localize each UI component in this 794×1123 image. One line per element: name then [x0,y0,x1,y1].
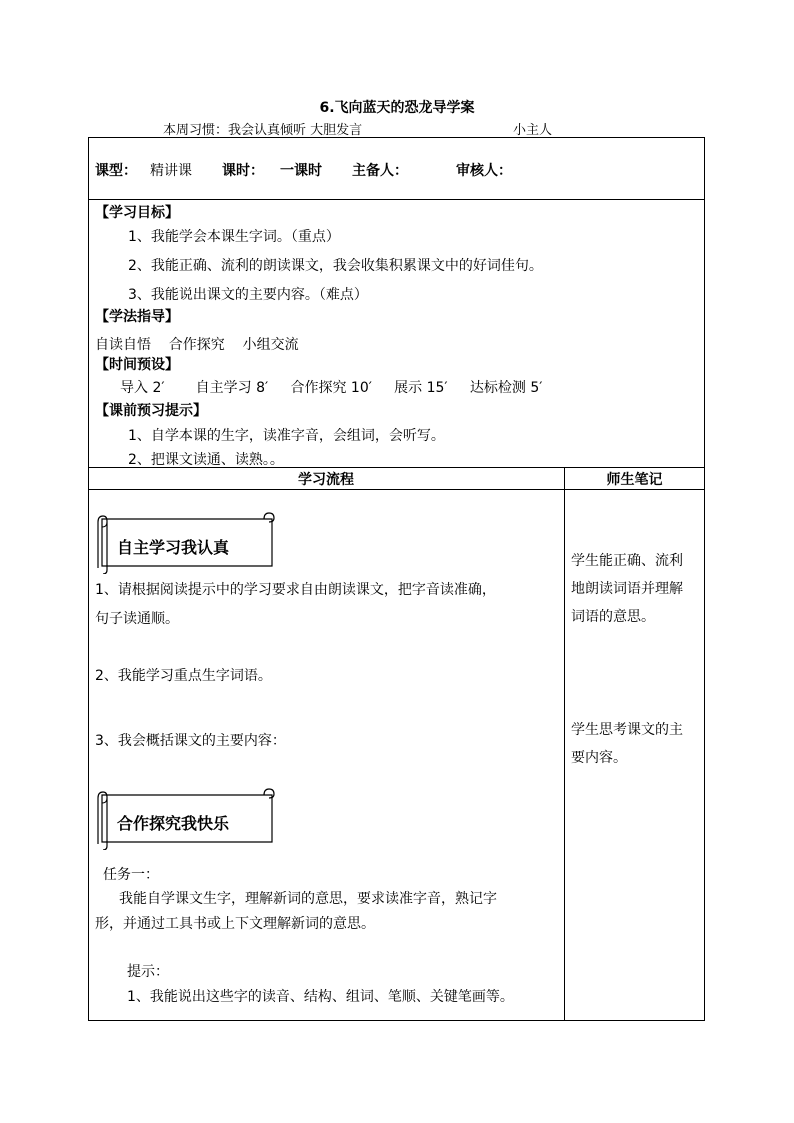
course-type-label: 课型： [95,163,137,179]
teacher-note: 学生能正确、流利地朗读词语并理解词语的意思。 [571,553,683,625]
period-value: 一课时 [280,163,322,179]
hint-item: 1、我能说出这些字的读音、结构、组词、笔顺、关键笔画等。 [127,989,514,1005]
time-heading: 【时间预设】 [95,357,179,373]
question-2: 2、我能学习重点生字词语。 [95,668,272,684]
goals-heading: 【学习目标】 [95,205,179,221]
method-heading: 【学法指导】 [95,309,179,325]
column-head-notes: 师生笔记 [606,472,663,488]
table-column-divider [564,467,565,1021]
table-divider-meta [88,199,705,200]
time-text: 导入 2′ 自主学习 8′ 合作探究 10′ 展示 15′ 达标检测 5′ [120,380,543,396]
reviewer-label: 审核人： [456,163,512,179]
preview-item: 2、把课文读通、读熟。。 [128,452,284,468]
hint-label: 提示： [127,964,169,980]
preview-heading: 【课前预习提示】 [95,403,207,419]
teacher-note: 学生思考课文的主要内容。 [571,722,683,766]
preparer-label: 主备人： [352,163,408,179]
course-type-value: 精讲课 [150,163,192,179]
period-label: 课时： [222,163,264,179]
question-1-line-1: 1、请根据阅读提示中的学习要求自由朗读课文，把字音读准确， [95,582,496,598]
column-head-process: 学习流程 [298,472,354,488]
question-3: 3、我会概括课文的主要内容： [95,733,286,749]
goal-item: 2、我能正确、流利的朗读课文，我会收集积累课文中的好词佳句。 [128,258,543,274]
owner-label: 小主人 [513,123,553,138]
task-line-2: 形，并通过工具书或上下文理解新词的意思。 [95,916,375,932]
section-banner-self-study: 自主学习我认真 [117,538,230,557]
table-divider-column-head [88,489,705,490]
task-line-1: 我能自学课文生字，理解新词的意思，要求读准字音，熟记字 [119,891,497,907]
weekly-habit: 本周习惯：我会认真倾听 大胆发言 [163,123,363,138]
section-banner-cooperation: 合作探究我快乐 [117,814,230,833]
task-label: 任务一： [103,867,159,883]
goal-item: 1、我能学会本课生字词。（重点） [128,229,340,245]
page-title: 6.飞向蓝天的恐龙导学案 [319,100,475,116]
goal-item: 3、我能说出课文的主要内容。（难点） [128,287,368,303]
preview-item: 1、自学本课的生字，读准字音，会组词，会听写。 [128,428,445,444]
method-text: 自读自悟 合作探究 小组交流 [95,337,299,353]
question-1-line-2: 句子读通顺。 [95,611,179,627]
owner-field [513,119,641,138]
